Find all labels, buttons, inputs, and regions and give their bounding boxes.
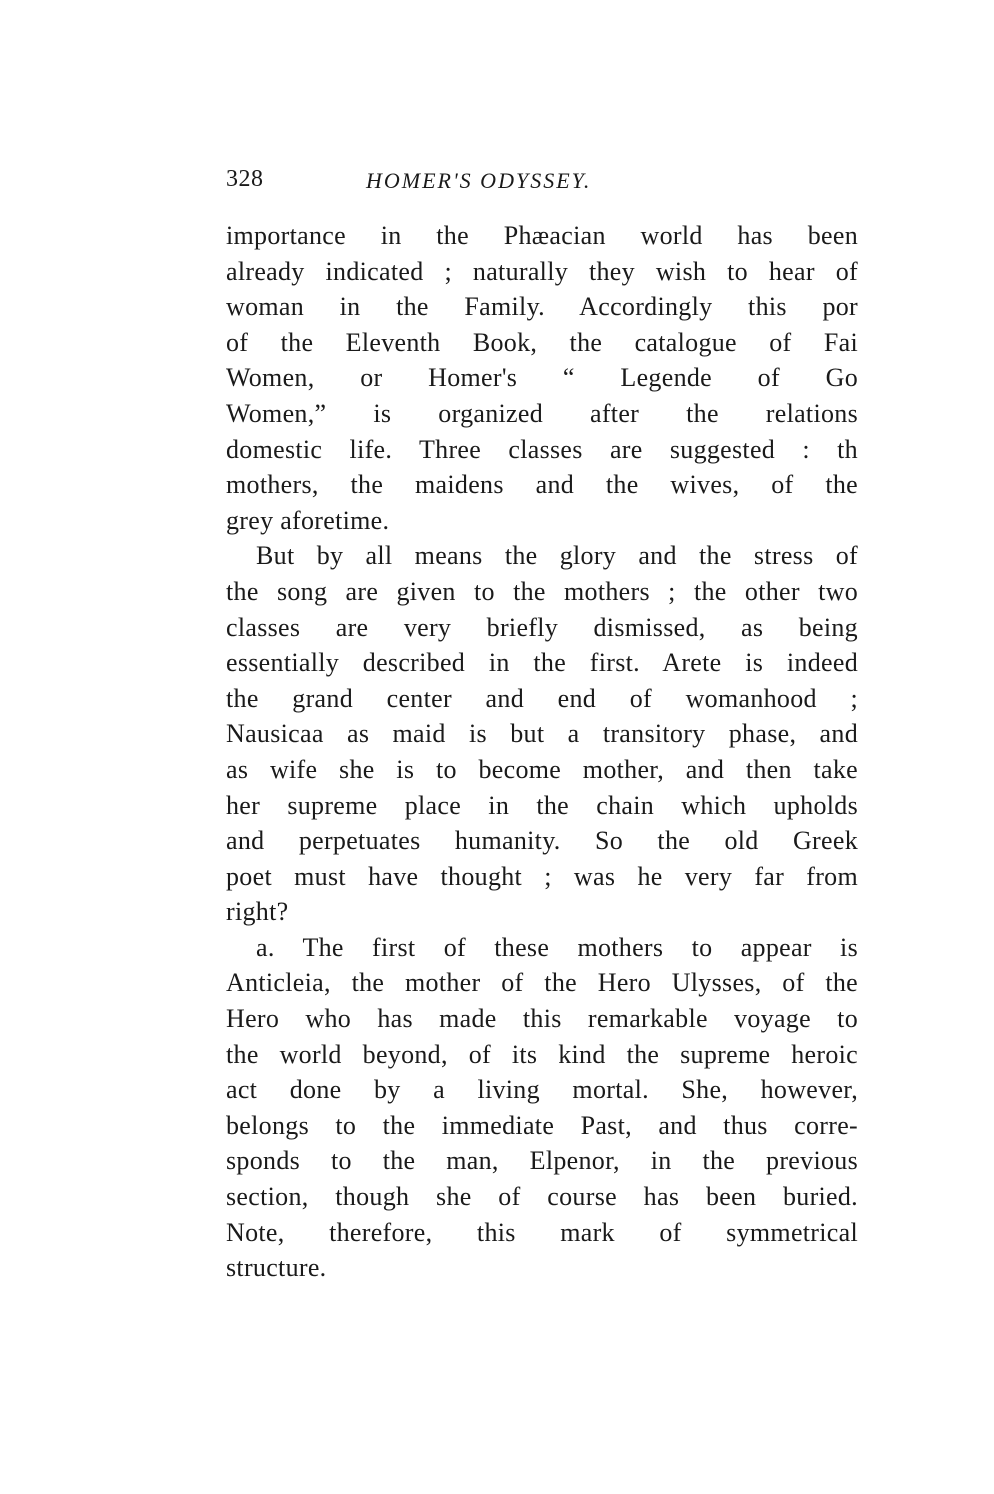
running-head	[226, 166, 860, 198]
text-line: of the Eleventh Book, the catalogue of Fai	[226, 327, 858, 357]
text-line: the song are given to the mothers ; the other two	[226, 576, 858, 606]
body-text	[226, 218, 858, 1286]
text-line: already indicated ; naturally they wish to hear of	[226, 256, 858, 286]
text-line: a. The first of these mothers to appear is	[256, 932, 858, 962]
text-line: classes are very briefly dismissed, as being	[226, 612, 858, 642]
text-line: structure.	[226, 1253, 327, 1283]
text-line: the grand center and end of womanhood ;	[226, 683, 858, 713]
text-line: woman in the Family. Accordingly this por	[226, 292, 858, 322]
text-line: mothers, the maidens and the wives, of the	[226, 470, 858, 500]
text-line: importance in the Phæacian world has been	[226, 221, 858, 250]
text-line: Women,” is organized after the relations	[226, 398, 858, 428]
running-title: HOMER'S ODYSSEY.	[366, 168, 592, 193]
text-line: Note, therefore, this mark of symmetrical	[226, 1217, 858, 1247]
text-line: and perpetuates humanity. So the old Greek	[226, 826, 858, 856]
text-line: Nausicaa as maid is but a transitory phase, and	[226, 719, 858, 749]
text-line: domestic life. Three classes are suggested : th	[226, 434, 858, 464]
text-line: poet must have thought ; was he very far from	[226, 861, 858, 891]
text-line: her supreme place in the chain which upholds	[226, 790, 858, 820]
text-line: right?	[226, 897, 289, 927]
text-line: act done by a living mortal. She, however,	[226, 1075, 858, 1105]
text-line: Anticleia, the mother of the Hero Ulysses, of the	[226, 968, 858, 998]
text-line: as wife she is to become mother, and then take	[226, 754, 858, 784]
text-line: Hero who has made this remarkable voyage to	[226, 1004, 858, 1034]
text-line: sponds to the man, Elpenor, in the previous	[226, 1146, 858, 1176]
text-line: Women, or Homer's “ Legende of Go	[226, 363, 858, 393]
text-line: grey aforetime.	[226, 505, 390, 535]
text-line: the world beyond, of its kind the supreme heroic	[226, 1039, 858, 1069]
text-line: section, though she of course has been buried.	[226, 1182, 858, 1212]
text-line: essentially described in the first. Arete is indeed	[226, 648, 858, 678]
page-number: 328	[226, 166, 264, 192]
text-line: But by all means the glory and the stress of	[256, 541, 858, 571]
text-line: belongs to the immediate Past, and thus corre-	[226, 1110, 858, 1140]
